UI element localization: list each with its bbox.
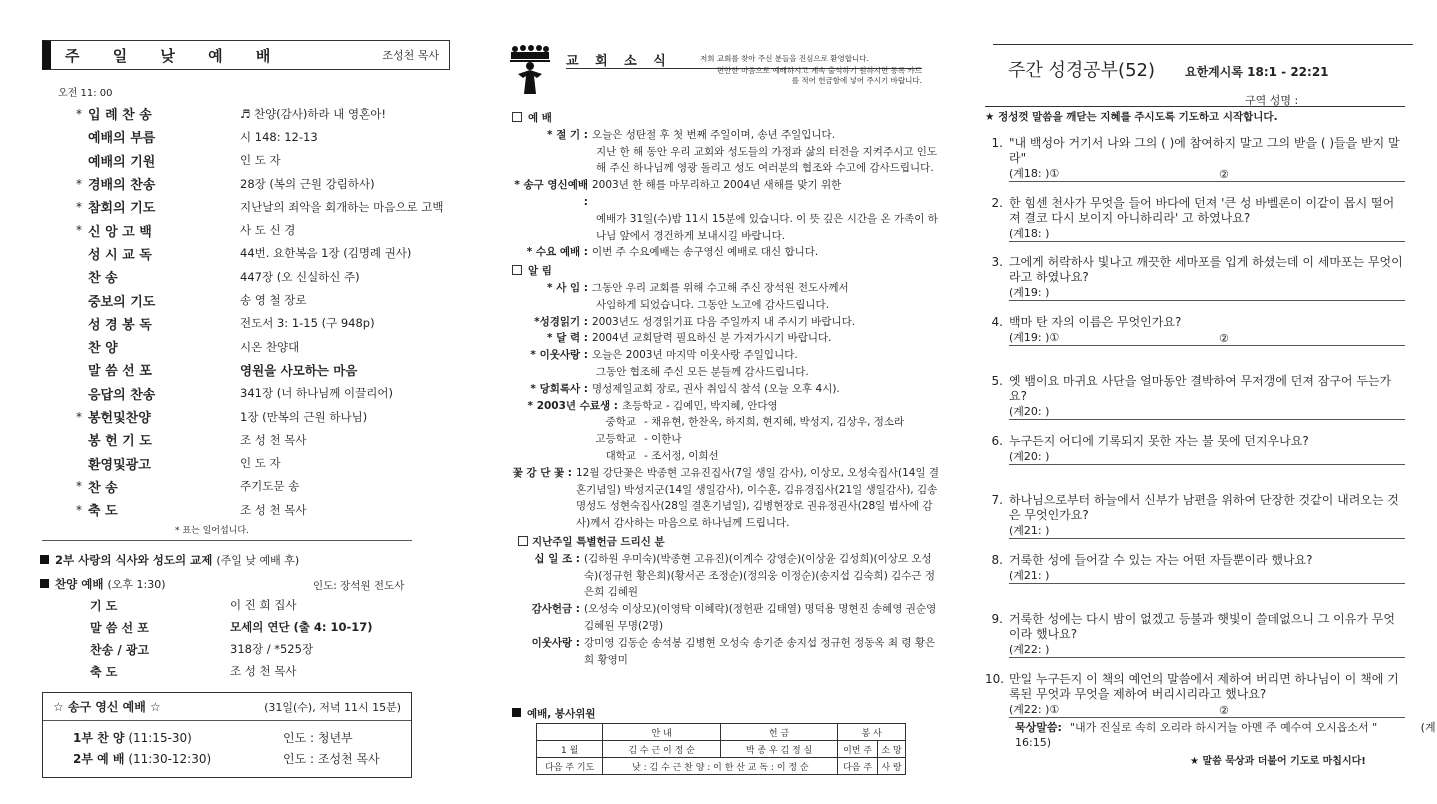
name-field-label: 구역 성명 : (1245, 94, 1299, 107)
standing-star: * (76, 176, 82, 191)
news-title: 교 회 소 식 (566, 54, 672, 69)
order-row (76, 218, 456, 241)
answer-line[interactable] (1009, 642, 1405, 658)
praise-worship-heading: 찬양 예배 (오후 1:30) (40, 576, 166, 592)
order-label: 입 례 찬 송 (88, 108, 152, 124)
news-item: * 절 기 : 오늘은 성탄절 후 첫 번째 주일이며, 송년 주일입니다. (547, 128, 836, 141)
news-body (512, 108, 942, 668)
order-label: 찬 송 (88, 271, 118, 287)
praise-label: 찬송 / 광고 (90, 642, 150, 657)
praise-row (90, 660, 420, 682)
table-row: 1 월 김 수 근 이 정 순 박 종 우 김 정 실 이번 주 소 망 (537, 741, 906, 758)
graduates-row: 중학교 - 채유현, 한찬옥, 하지희, 현지혜, 박성지, 김상우, 정소라 (605, 416, 905, 429)
worship-time: 오전 11: 00 (58, 88, 113, 99)
worship-panel (0, 0, 470, 804)
table-row: 안 내 헌 금 봉 사 (537, 724, 906, 741)
yearend-title: ☆ 송구 영신 예배 ☆ (53, 700, 161, 714)
answer-line[interactable] (1009, 702, 1405, 718)
checkbox-square-icon (512, 265, 522, 275)
order-row (76, 405, 456, 428)
praise-value: 이 진 희 집사 (230, 598, 297, 612)
study-reference: 요한계시록 18:1 - 22:21 (1185, 65, 1329, 79)
question-number: 7. (991, 493, 1003, 507)
answer-line[interactable] (1009, 330, 1405, 346)
news-item: * 사 임 : 그동안 우리 교회를 위해 수고해 주신 장석원 전도사께서 (547, 281, 849, 294)
yearend-time: (11:30-12:30) (128, 752, 212, 766)
order-row (76, 195, 456, 218)
standing-star: * (76, 502, 82, 517)
news-item: * 송구 영신예배 : 2003년 한 해를 마무리하고 2004년 새해를 맞기 위한 (514, 179, 842, 208)
order-value: 송 영 철 장로 (240, 293, 307, 308)
news-item-cont: 지난 한 해 동안 우리 교회와 성도들의 가정과 삶의 터전을 지켜주시고 인도해 주신 하나님께 영광 돌리고 성도 여러분의 협조와 수고에 감사드립니다. (596, 145, 938, 175)
question-item (985, 493, 1405, 553)
answer-ref: (계18: ) (1009, 226, 1050, 240)
standing-star: * (76, 479, 82, 494)
order-value: 전도서 3: 1-15 (구 948p) (240, 316, 375, 331)
offering-heading: 지난주일 특별헌금 드리신 분 (518, 534, 942, 551)
order-row (76, 428, 456, 451)
answer-ref-2: ② (1219, 331, 1229, 345)
praise-label: 축 도 (90, 664, 118, 679)
question-number: 5. (991, 374, 1003, 388)
answer-line[interactable] (1009, 523, 1405, 539)
order-row (76, 172, 456, 195)
order-row (76, 125, 456, 148)
news-item-cont: 사임하게 되었습니다. 그동안 노고에 감사드립니다. (596, 298, 830, 311)
order-label: 참회의 기도 (88, 201, 156, 217)
answer-ref: (계18: )① (1009, 167, 1060, 180)
order-label: 찬 송 (88, 480, 118, 496)
answer-ref: (계22: )① (1009, 702, 1060, 716)
order-value: 341장 (너 하나님께 이끌리어) (240, 386, 393, 401)
yearend-lead: 인도 : 조성천 목사 (283, 752, 380, 766)
order-label: 환영및광고 (88, 457, 151, 473)
question-item (985, 612, 1405, 672)
checkbox-square-icon (518, 536, 528, 546)
graduates-row: 대학교 - 조서정, 이희선 (605, 449, 719, 462)
news-item-cont: 예배가 31일(수)밤 11시 15분에 있습니다. 이 뜻 깊은 시간을 온 가족이 하나님 앞에서 경건하게 보내시길 바랍니다. (596, 212, 938, 242)
news-item-cont: 그동안 협조해 주신 모든 분들께 감사드립니다. (596, 365, 809, 378)
question-text: "내 백성아 거기서 나와 그의 ( )에 참여하지 말고 그의 받을 ( )들을 받지 말라" (1009, 136, 1400, 165)
order-row (76, 102, 456, 125)
answer-line[interactable] (1009, 285, 1405, 301)
question-text: 하나님으로부터 하늘에서 신부가 남편을 위하여 단장한 것같이 내려오는 것은 무엇인가요? (1009, 493, 1399, 522)
service-table (536, 723, 906, 775)
order-row (76, 265, 456, 288)
question-text: 거룩한 성에는 다시 밤이 없겠고 등불과 햇빛이 쓸데없으니 그 이유가 무엇이라 했나요? (1009, 612, 1395, 641)
order-value: 시 148: 12-13 (240, 129, 318, 144)
praise-value: 모세의 연단 (출 4: 10-17) (230, 620, 373, 634)
answer-ref-2: ② (1219, 703, 1229, 717)
standing-note: * 표는 일어섭니다. (175, 526, 249, 536)
order-label: 중보의 기도 (88, 294, 156, 310)
second-part-heading: 2부 사랑의 식사와 성도의 교제 (주일 낮 예배 후) (40, 552, 299, 568)
praise-leader: 인도: 장석원 전도사 (313, 580, 405, 592)
question-text: 만일 누구든지 이 책의 예언의 말씀에서 제하여 버리면 하나님이 이 책에 기록된 무엇과 무엇을 제하여 버리시리라고 했나요? (1009, 671, 1399, 701)
question-item (985, 255, 1405, 315)
offering-item: 이웃사랑 : 강미영 김동순 송석봉 김병현 오성숙 송기준 송지섭 정규헌 정동옥 최 령 황은희 황영미 (531, 636, 936, 666)
praise-value: 조 성 천 목사 (230, 664, 297, 678)
news-header (510, 44, 920, 96)
order-value: 사 도 신 경 (240, 223, 296, 238)
order-label: 말 씀 선 포 (88, 364, 152, 380)
news-welcome: 저희 교회를 찾아 주신 분들을 진심으로 환영합니다. (700, 54, 869, 63)
news-item: * 2003년 수료생 : 초등학교 - 김예민, 박지혜, 안다영 (527, 399, 778, 412)
question-text: 거룩한 성에 들어갈 수 있는 자는 어떤 자들뿐이라 했나요? (1009, 552, 1313, 567)
praise-label: 말 씀 선 포 (90, 620, 149, 635)
order-label: 성 시 교 독 (88, 247, 152, 263)
order-row (76, 288, 456, 311)
praise-label: 기 도 (90, 598, 118, 613)
answer-ref: (계21: ) (1009, 524, 1050, 537)
study-title: 주간 성경공부(52) (1008, 60, 1155, 81)
standing-star: * (76, 106, 82, 121)
praise-row (90, 616, 420, 638)
order-row (76, 358, 456, 381)
standing-star: * (76, 223, 82, 238)
bullet-square-icon (40, 555, 49, 564)
order-value: ♬ 찬양(감사)하라 내 영혼아! (240, 106, 386, 121)
order-value: 영원을 사모하는 마음 (240, 362, 358, 378)
yearend-when: (31일(수), 저녁 11시 15분) (264, 700, 401, 714)
yearend-time: (11:15-30) (128, 731, 192, 745)
order-label: 응답의 찬송 (88, 387, 156, 403)
news-item: * 이웃사랑 : 오늘은 2003년 마지막 이웃사랑 주일입니다. (530, 349, 798, 362)
news-item: * 달 력 : 2004년 교회달력 필요하신 분 가져가시기 바랍니다. (547, 332, 832, 345)
praise-row (90, 638, 420, 660)
question-item (985, 553, 1405, 613)
order-value: 조 성 천 목사 (240, 502, 307, 517)
memory-verse-ref: (계 16:15) (1015, 721, 1436, 749)
question-number: 2. (991, 195, 1003, 210)
order-label: 예배의 기원 (88, 154, 156, 170)
news-item: * 당회록사 : 명성제일교회 장로, 권사 취임식 참석 (오늘 오후 4시). (530, 382, 840, 395)
order-label: 경배의 찬송 (88, 178, 156, 194)
notice-section-heading: 알 림 (512, 263, 942, 280)
worship-pastor: 조성천 목사 (382, 49, 439, 62)
order-row (76, 242, 456, 265)
closing-line: ★ 말씀 묵상과 더불어 기도로 마칩시다! (1190, 756, 1366, 767)
yearend-service-box (42, 692, 412, 778)
order-value: 인 도 자 (240, 153, 281, 168)
table-row: 다음 주 기도 낮 : 김 수 근 찬 양 : 이 한 산 교 독 : 이 정 순 다음 주 사 랑 (537, 758, 906, 775)
order-label: 축 도 (88, 504, 118, 520)
praise-order-list (90, 594, 420, 682)
order-value: 447장 (오 신실하신 주) (240, 269, 360, 284)
order-label: 찬 양 (88, 341, 118, 357)
news-panel (490, 0, 960, 804)
yearend-row (43, 727, 411, 748)
worship-section-heading: 예 배 (512, 110, 942, 127)
order-row (76, 382, 456, 405)
question-text: 누구든지 어디에 기록되지 못한 자는 불 못에 던지우나요? (1009, 433, 1309, 448)
question-number: 1. (991, 136, 1003, 150)
yearend-part: 2부 예 배 (73, 752, 125, 766)
question-item (985, 315, 1405, 375)
standing-star: * (76, 409, 82, 424)
answer-line[interactable] (1009, 226, 1405, 242)
news-item: * 수요 예배 : 이번 주 수요예배는 송구영신 예배로 대신 합니다. (526, 246, 819, 259)
question-list (985, 136, 1405, 731)
order-label: 신 앙 고 백 (88, 224, 152, 240)
study-lead: ★ 정성껏 말씀을 깨닫는 지혜를 주시도록 기도하고 시작합니다. (985, 111, 1278, 123)
yearend-row (43, 748, 411, 769)
worship-title: 주 일 낮 예 배 (65, 46, 285, 65)
standing-star: * (76, 199, 82, 214)
bullet-square-icon (512, 708, 521, 717)
order-row (76, 335, 456, 358)
divider (42, 540, 412, 541)
worship-title-box (42, 40, 450, 70)
answer-ref: (계21: ) (1009, 568, 1050, 582)
answer-ref: (계19: ) (1009, 286, 1050, 299)
order-value: 시온 찬양대 (240, 339, 300, 354)
worship-order-list (76, 102, 456, 521)
checkbox-square-icon (512, 112, 522, 122)
praise-value: 318장 / *525장 (230, 642, 314, 656)
order-value: 인 도 자 (240, 456, 281, 471)
question-text: 그에게 허락하사 빛나고 깨끗한 세마포를 입게 하셨는데 이 세마포는 무엇이라고 하였나요? (1009, 255, 1403, 284)
question-number: 9. (991, 612, 1003, 626)
answer-ref-2: ② (1219, 168, 1229, 181)
question-number: 8. (991, 552, 1003, 567)
order-value: 조 성 천 목사 (240, 432, 307, 447)
question-text: 백마 탄 자의 이름은 무엇인가요? (1009, 314, 1182, 329)
graduates-row: 고등학교 - 이한나 (595, 433, 682, 446)
order-value: 1장 (만복의 근원 하나님) (240, 409, 368, 424)
order-value: 28장 (복의 근원 강림하사) (240, 176, 375, 191)
question-text: 한 힘센 천사가 무엇을 들어 바다에 던져 '큰 성 바벨론이 이같이 몹시 떨어져 결코 다시 보이지 아니하리라' 고 하였나요? (1009, 195, 1395, 225)
question-item (985, 434, 1405, 494)
order-label: 예배의 부름 (88, 131, 156, 147)
order-label: 봉 헌 기 도 (88, 434, 152, 450)
order-value: 주기도문 송 (240, 479, 300, 494)
answer-line[interactable] (1009, 449, 1405, 465)
study-panel (975, 0, 1437, 804)
news-intro: 편안한 마음으로 예배하시고 계속 출석하기 원하시면 등록 카드를 적어 헌금함에 넣어 주시기 바랍니다. (716, 66, 922, 85)
order-label: 성 경 봉 독 (88, 317, 152, 333)
bullet-square-icon (40, 579, 49, 588)
answer-ref: (계20: ) (1009, 449, 1050, 463)
memory-verse-label: 묵상말씀: (1015, 721, 1062, 734)
answer-ref: (계19: )① (1009, 330, 1060, 344)
altar-flower-item: 꽃 강 단 꽃 : 12월 강단꽃은 박종현 고유진집사(7일 생일 감사), 이상모, 오성숙집사(14일 결혼기념일) 박성지군(14일 생일감사), 이수훈, 김유경집사(21일 생일감사), 김송명성도 성현숙집사(28일 결혼기념일), 김병현장로 권유정권사(28일 범사에 감사)께서 감사하는 마음으로 하나님께 드립니다. (512, 466, 940, 530)
order-row (76, 498, 456, 521)
question-number: 10. (985, 671, 1005, 686)
question-number: 6. (991, 433, 1003, 448)
answer-ref: (계22: ) (1009, 643, 1050, 656)
news-item: *성경읽기 : 2003년도 성경읽기표 다음 주일까지 내 주시기 바랍니다. (534, 315, 856, 328)
memory-verse (1015, 720, 1437, 750)
offering-item: 감사헌금 : (오성숙 이상모)(이영탁 이혜락)(정헌판 김태열) 명덕용 명현진 송혜영 권순영 김혜원 무명(2명) (531, 603, 937, 632)
order-row (76, 149, 456, 172)
answer-line[interactable] (1009, 568, 1405, 584)
memory-verse-text: "내가 진실로 속히 오리라 하시거늘 아멘 주 예수여 오시옵소서 " (1069, 721, 1378, 734)
choir-icon (510, 44, 550, 96)
offering-item: 십 일 조 : (김하원 우미숙)(박종현 고유진)(이계수 강영순)(이상윤 김성희)(이상모 오성숙)(정규헌 황은희)(황서곤 조정순)(정의웅 이정순)(송지섭 김숙희) 김수근 정은희 김혜원 (534, 552, 936, 599)
divider (993, 44, 1413, 45)
question-item (985, 196, 1405, 256)
answer-ref: (계20: ) (1009, 405, 1050, 418)
order-row (76, 475, 456, 498)
order-row (76, 451, 456, 474)
yearend-part: 1부 찬 양 (73, 731, 125, 745)
order-value: 지난날의 죄악을 회개하는 마음으로 고백 (240, 199, 444, 214)
yearend-lead: 인도 : 청년부 (283, 731, 353, 745)
order-value: 44번. 요한복음 1장 (김명례 권사) (240, 246, 412, 261)
order-label: 봉헌및찬양 (88, 411, 151, 426)
question-item (985, 136, 1405, 196)
order-row (76, 312, 456, 335)
answer-line[interactable] (1009, 404, 1405, 420)
question-number: 3. (991, 255, 1003, 269)
question-text: 옛 뱀이요 마귀요 사단을 얼마동안 결박하여 무저갱에 던져 잠구어 두는가요? (1009, 374, 1392, 403)
question-item (985, 374, 1405, 434)
divider (985, 106, 1405, 107)
answer-line[interactable] (1009, 166, 1405, 182)
yearend-header (43, 693, 411, 721)
praise-row (90, 594, 420, 616)
question-number: 4. (991, 314, 1003, 329)
service-committee-heading: 예배, 봉사위원 (512, 706, 596, 721)
